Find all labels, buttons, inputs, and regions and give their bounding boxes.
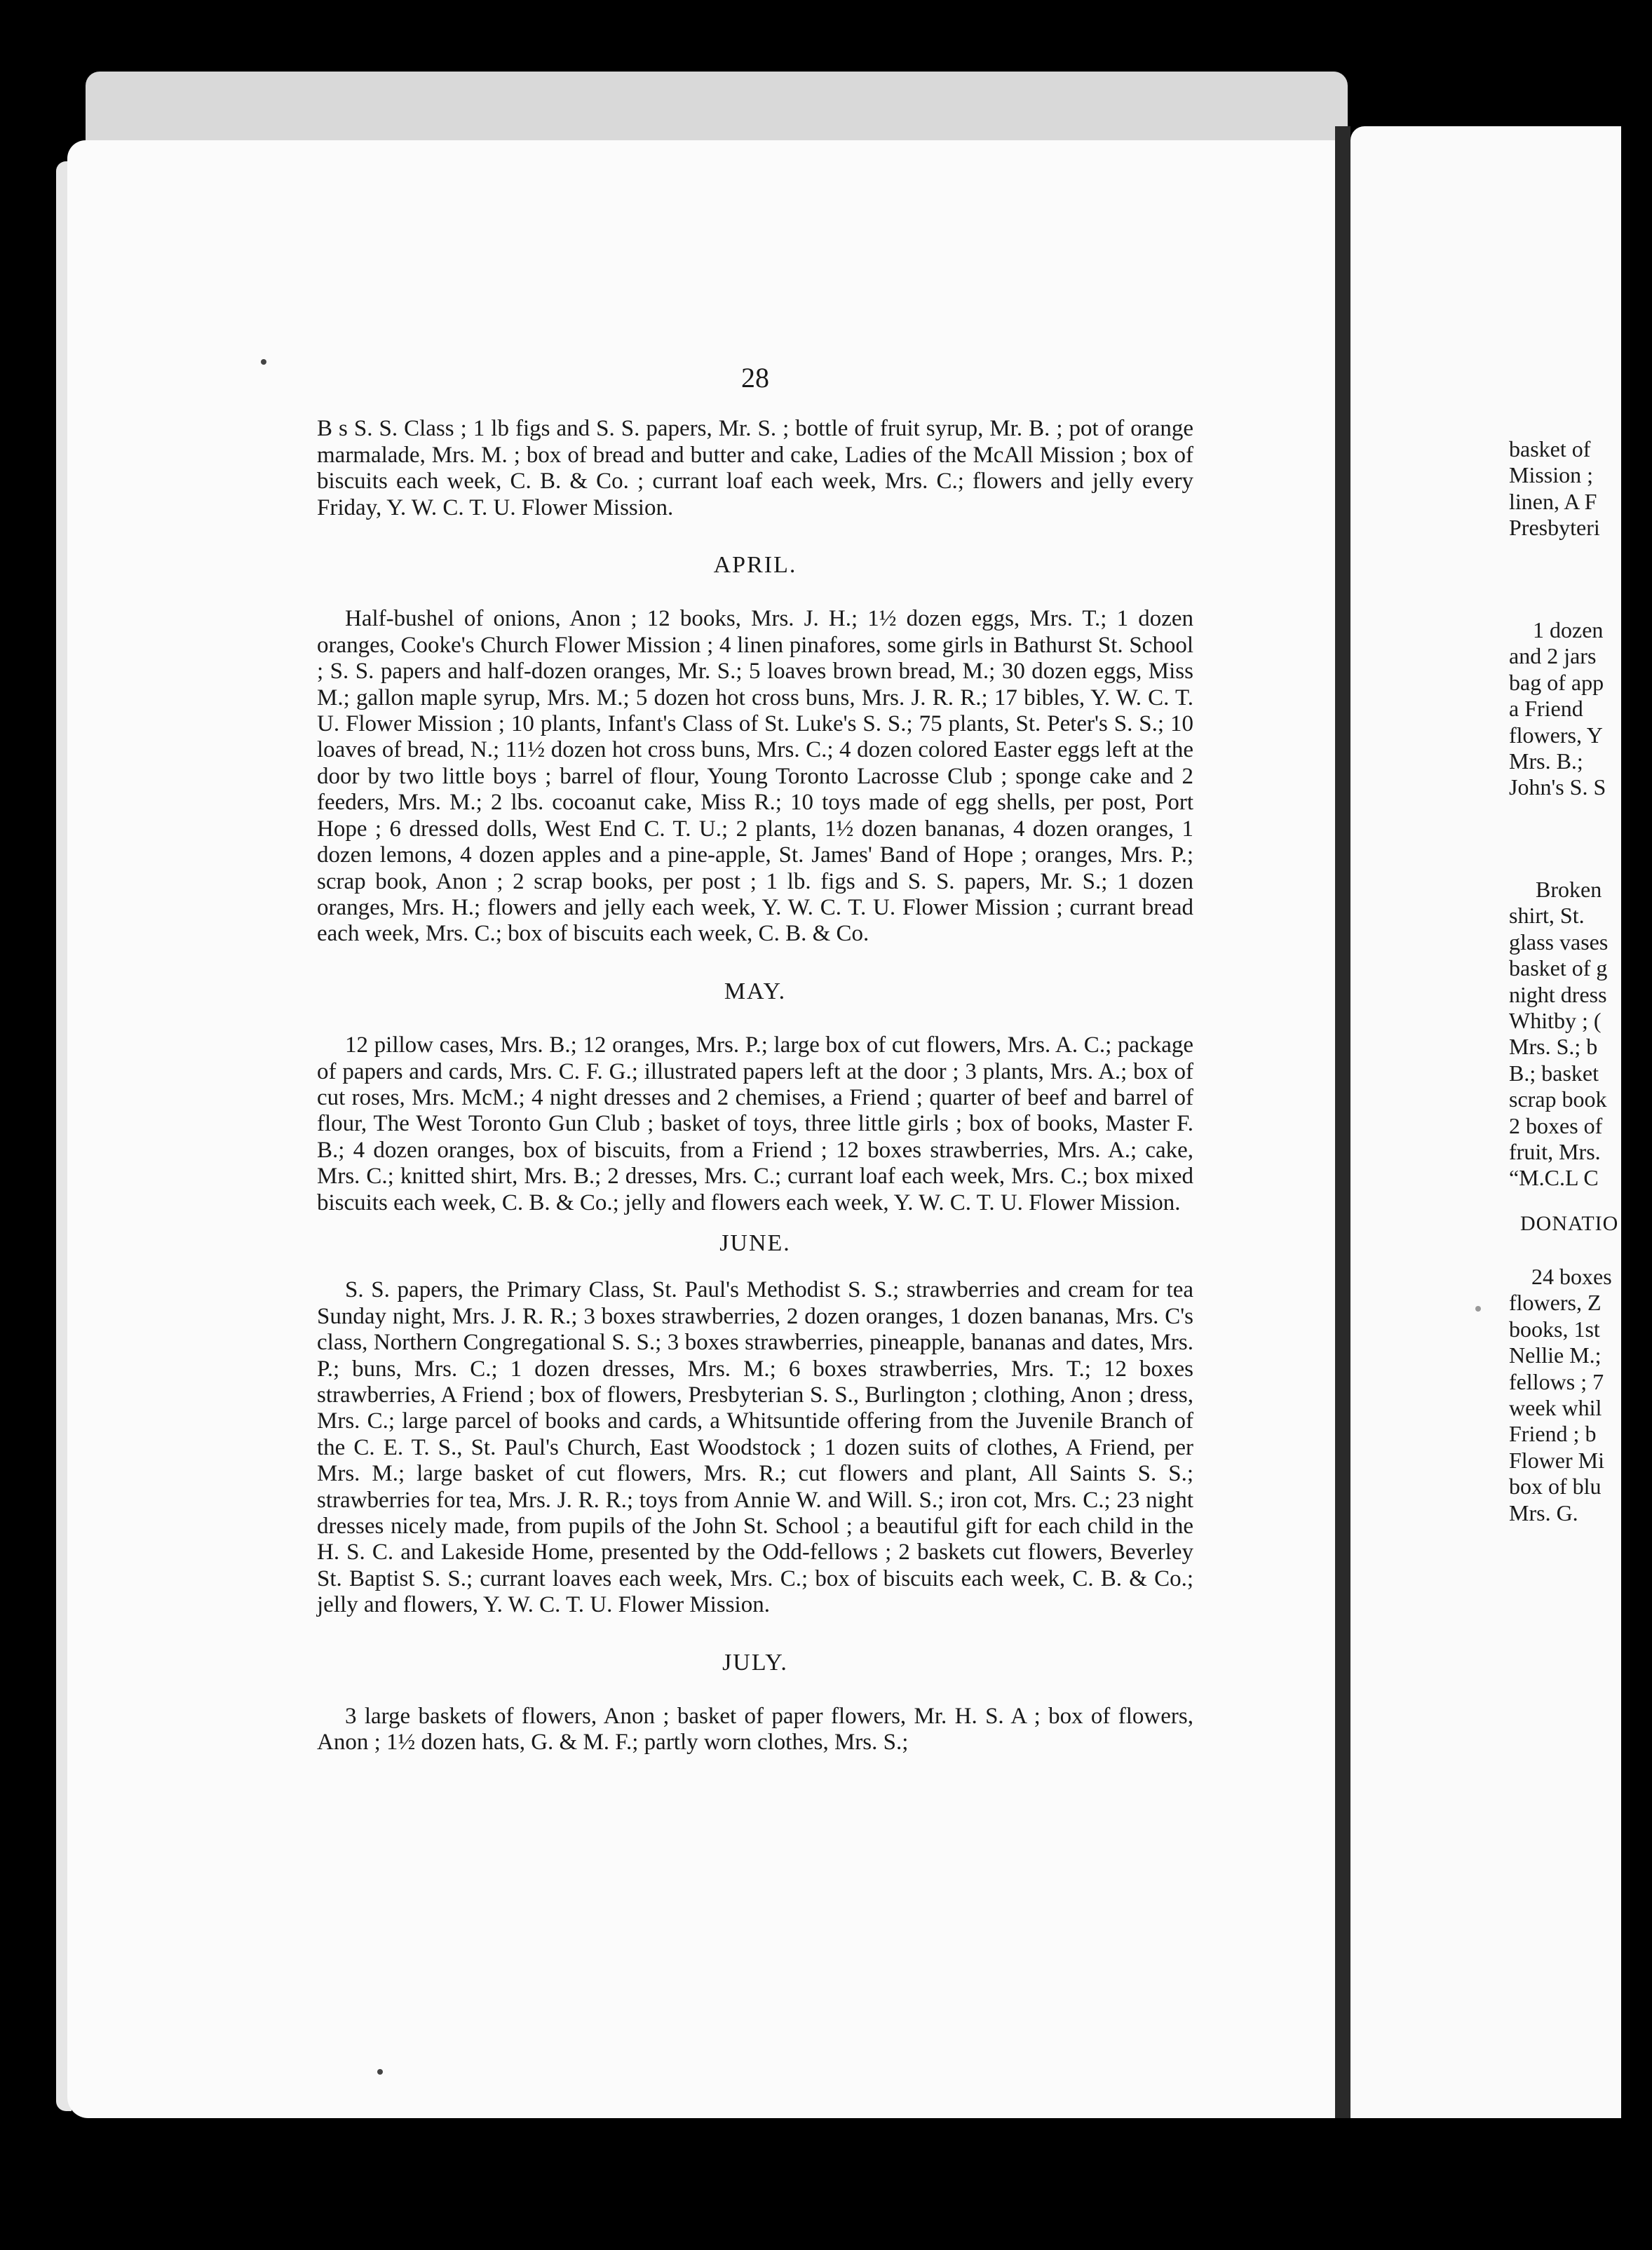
- right-line: Whitby ; (: [1509, 1008, 1602, 1034]
- right-page-block-5: [1509, 1264, 1628, 1526]
- right-line: 1 dozen: [1533, 617, 1604, 642]
- section-text-april: Half-bushel of onions, Anon ; 12 books, Mrs. J. H.; 1½ dozen eggs, Mrs. T.; 1 dozen oranges, Cooke's Church Flower Mission ; 4 linen pinafores, some girls in Bathurst St. School ; S. S. papers and half-dozen oranges, Mr. S.; 5 loaves brown bread, M.; 30 dozen eggs, Miss M.; gallon maple syrup, Mrs. M.; 5 dozen hot cross buns, Mrs. J. R. R.; 17 bibles, Y. W. C. T. U. Flower Mission ; 10 plants, Infant's Class of St. Luke's S. S.; 75 plants, St. Peter's S. S.; 10 loaves of bread, N.; 11½ dozen hot cross buns, Mrs. C.; 4 dozen colored Easter eggs left at the door by two little boys ; barrel of flour, Young Toronto Lacrosse Club ; sponge cake and 2 feeders, Mrs. M.; 2 lbs. cocoanut cake, Miss R.; 10 toys made of egg shells, per post, Port Hope ; 6 dressed dolls, West End C. T. U.; 2 plants, 1½ dozen bananas, 4 dozen oranges, 1 dozen lemons, 4 dozen apples and a pine-apple, St. James' Band of Hope ; oranges, Mrs. P.; scrap book, Anon ; 2 scrap books, per post ; 1 lb. figs and S. S. papers, Mr. S.; 1 dozen oranges, Mrs. H.; flowers and jelly each week, Y. W. C. T. U. Flower Mission ; currant bread each week, Mrs. C.; box of biscuits each week, C. B. & Co.: [317, 606, 1193, 947]
- right-line: flowers, Z: [1509, 1290, 1602, 1316]
- right-line: shirt, St.: [1509, 903, 1585, 929]
- right-line: week whil: [1509, 1395, 1602, 1421]
- right-line: 24 boxes: [1531, 1264, 1612, 1289]
- page-number: 28: [741, 362, 769, 393]
- right-line: and 2 jars: [1509, 643, 1597, 669]
- right-line: scrap book: [1509, 1086, 1607, 1112]
- right-line: Mission ;: [1509, 462, 1594, 488]
- right-line: linen, A F: [1509, 488, 1597, 514]
- right-line: glass vases: [1509, 929, 1609, 955]
- right-line: Broken: [1536, 877, 1602, 902]
- intro-paragraph: B s S. S. Class ; 1 lb figs and S. S. papers, Mr. S. ; bottle of fruit syrup, Mr. B. ; pot of orange marmalade, Mrs. M. ; box of bread and butter and cake, Ladies of the McAll Mission ; box of biscuits each week, C. B. & Co. ; currant loaf each week, Mrs. C.; flowers and jelly every Friday, Y. W. C. T. U. Flower Mission.: [317, 416, 1193, 520]
- right-page-block-3: [1509, 877, 1628, 1192]
- right-line: basket of: [1509, 436, 1591, 462]
- paper-speck: [261, 359, 266, 365]
- right-line: fellows ; 7: [1509, 1368, 1604, 1394]
- section-heading-april: APRIL.: [713, 552, 797, 579]
- right-line: Friend ; b: [1509, 1421, 1597, 1447]
- right-line: Mrs. G.: [1509, 1500, 1578, 1525]
- right-line: fruit, Mrs.: [1509, 1139, 1601, 1165]
- paper-speck: [377, 2069, 383, 2075]
- right-line: night dress: [1509, 981, 1607, 1007]
- right-page-heading: DONATIO: [1520, 1212, 1619, 1235]
- section-text-july: 3 large baskets of flowers, Anon ; basket of paper flowers, Mr. H. S. A ; box of flowers, Anon ; 1½ dozen hats, G. & M. F.; partly worn clothes, Mrs. S.;: [317, 1704, 1193, 1756]
- right-line: books, 1st: [1509, 1316, 1600, 1342]
- right-line: Mrs. S.; b: [1509, 1034, 1598, 1060]
- right-line: 2 boxes of: [1509, 1112, 1603, 1138]
- right-line: basket of g: [1509, 955, 1608, 981]
- right-line: Flower Mi: [1509, 1447, 1604, 1473]
- right-line: John's S. S: [1509, 774, 1606, 800]
- right-line: a Friend: [1509, 696, 1583, 722]
- right-line: flowers, Y: [1509, 722, 1603, 748]
- paper-speck: [1475, 1306, 1481, 1312]
- page-shadow: [86, 72, 1348, 149]
- section-text-june: S. S. papers, the Primary Class, St. Paul's Methodist S. S.; strawberries and cream for tea Sunday night, Mrs. J. R. R.; 3 boxes strawberries, 2 dozen oranges, 1 dozen bananas, Mrs. C's class, Northern Congregational S. S.; 3 boxes strawberries, pineapple, bananas and dates, Mrs. P.; buns, Mrs. C.; 1 dozen dresses, Mrs. M.; 6 boxes strawberries, Mrs. T.; 12 boxes strawberries, A Friend ; box of flowers, Presbyterian S. S., Burlington ; clothing, Anon ; dress, Mrs. C.; large parcel of books and cards, a Whitsuntide offering from the Juvenile Branch of the C. E. T. S., St. Paul's Church, East Woodstock ; 1 dozen suits of clothes, A Friend, per Mrs. M.; large basket of cut flowers, Mrs. R.; cut flowers and plant, All Saints S. S.; strawberries for tea, Mrs. J. R. R.; toys from Annie W. and Will. S.; iron cot, Mrs. C.; 23 night dresses nicely made, from pupils of the John St. School ; a beautiful gift for each child in the H. S. C. and Lakeside Home, presented by the Odd-fellows ; 2 baskets cut flowers, Beverley St. Baptist S. S.; currant loaves each week, Mrs. C.; box of biscuits each week, C. B. & Co.; jelly and flowers, Y. W. C. T. U. Flower Mission.: [317, 1277, 1193, 1618]
- section-heading-june: JUNE.: [719, 1230, 791, 1256]
- page-content: [317, 362, 1193, 1756]
- right-line: Presbyteri: [1509, 515, 1600, 541]
- right-line: box of blu: [1509, 1474, 1602, 1500]
- right-page-block-2: [1509, 617, 1652, 801]
- right-page-block-1: [1509, 436, 1628, 541]
- right-line: “M.C.L C: [1509, 1165, 1599, 1191]
- book-gutter: [1335, 126, 1350, 2118]
- section-heading-may: MAY.: [724, 978, 787, 1004]
- section-text-may: 12 pillow cases, Mrs. B.; 12 oranges, Mrs. P.; large box of cut flowers, Mrs. A. C.; package of papers and cards, Mrs. C. F. G.; illustrated papers left at the door ; 3 plants, Mrs. A.; box of cut roses, Mrs. McM.; 4 night dresses and 2 chemises, a Friend ; quarter of beef and barrel of flour, The West Toronto Gun Club ; basket of toys, three little girls ; box of books, Master F. B.; 4 dozen oranges, box of biscuits, from a Friend ; 12 boxes strawberries, Mrs. A.; cake, Mrs. C.; knitted shirt, Mrs. B.; 2 dresses, Mrs. C.; currant loaf each week, Mrs. C.; box mixed biscuits each week, C. B. & Co.; jelly and flowers each week, Y. W. C. T. U. Flower Mission.: [317, 1032, 1193, 1215]
- right-line: Mrs. B.;: [1509, 748, 1583, 774]
- section-heading-july: JULY.: [722, 1649, 788, 1676]
- right-line: Nellie M.;: [1509, 1342, 1602, 1368]
- right-line: bag of app: [1509, 669, 1604, 695]
- right-line: B.; basket: [1509, 1060, 1599, 1086]
